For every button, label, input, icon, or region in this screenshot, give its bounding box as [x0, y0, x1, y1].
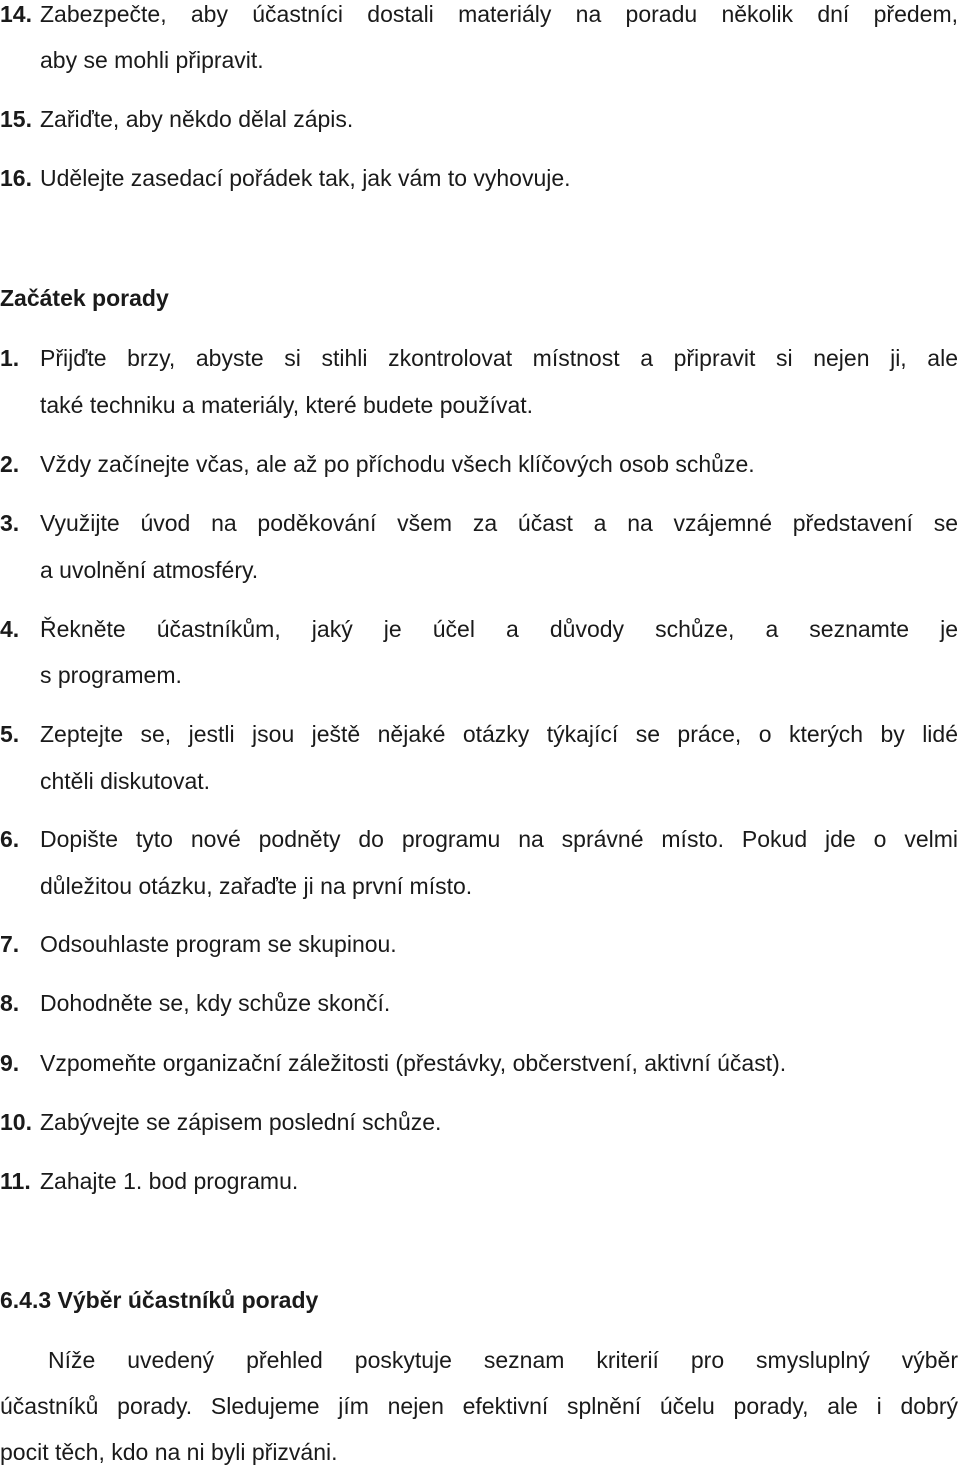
paragraph-line: účastníků porady. Sledujeme jím nejen efektivní splnění účelu porady, ale i dobrý	[0, 1393, 958, 1419]
list-item-text: Odsouhlaste program se skupinou.	[40, 931, 397, 957]
list-item-text: Zabývejte se zápisem poslední schůze.	[40, 1109, 442, 1135]
list-item-text: a uvolnění atmosféry.	[40, 557, 259, 583]
list-item-text: Řekněte účastníkům, jaký je účel a důvody schůze, a seznamte je	[40, 616, 958, 642]
section-heading: 6.4.3 Výběr účastníků porady	[0, 1287, 319, 1313]
list-number: 5.	[0, 721, 20, 747]
list-number: 14.	[0, 1, 32, 27]
list-item-text: aby se mohli připravit.	[40, 47, 264, 73]
list-item-text: s programem.	[40, 662, 182, 688]
list-item-text: Zabezpečte, aby účastníci dostali materiály na poradu několik dní předem,	[40, 1, 958, 27]
paragraph-line: pocit těch, kdo na ni byli přizváni.	[0, 1439, 338, 1465]
list-item-text: Přijďte brzy, abyste si stihli zkontrolovat místnost a připravit si nejen ji, ale	[40, 345, 958, 371]
list-number: 9.	[0, 1050, 20, 1076]
list-item-text: také techniku a materiály, které budete používat.	[40, 392, 534, 418]
list-item-text: Zahajte 1. bod programu.	[40, 1168, 299, 1194]
list-number: 6.	[0, 826, 20, 852]
list-item-text: Vždy začínejte včas, ale až po příchodu všech klíčových osob schůze.	[40, 451, 755, 477]
list-item-text: Využijte úvod na poděkování všem za účast a na vzájemné představení se	[40, 510, 958, 536]
list-item-text: Dopište tyto nové podněty do programu na správné místo. Pokud jde o velmi	[40, 826, 958, 852]
list-item-text: Zeptejte se, jestli jsou ještě nějaké otázky týkající se práce, o kterých by lidé	[40, 721, 958, 747]
section-title: Začátek porady	[0, 285, 169, 311]
paragraph-line: Níže uvedený přehled poskytuje seznam kriterií pro smysluplný výběr	[48, 1347, 958, 1373]
list-number: 2.	[0, 451, 20, 477]
list-number: 10.	[0, 1109, 32, 1135]
list-number: 3.	[0, 510, 20, 536]
list-number: 8.	[0, 990, 20, 1016]
list-item-text: Udělejte zasedací pořádek tak, jak vám to vyhovuje.	[40, 165, 571, 191]
list-item-text: Vzpomeňte organizační záležitosti (přestávky, občerstvení, aktivní účast).	[40, 1050, 787, 1076]
list-number: 15.	[0, 106, 32, 132]
list-item-text: Dohodněte se, kdy schůze skončí.	[40, 990, 391, 1016]
list-item-text: chtěli diskutovat.	[40, 768, 211, 794]
list-item-text: důležitou otázku, zařaďte ji na první místo.	[40, 873, 473, 899]
list-number: 1.	[0, 345, 20, 371]
list-number: 11.	[0, 1168, 31, 1194]
list-item-text: Zařiďte, aby někdo dělal zápis.	[40, 106, 354, 132]
list-number: 7.	[0, 931, 20, 957]
list-number: 4.	[0, 616, 20, 642]
list-number: 16.	[0, 165, 32, 191]
